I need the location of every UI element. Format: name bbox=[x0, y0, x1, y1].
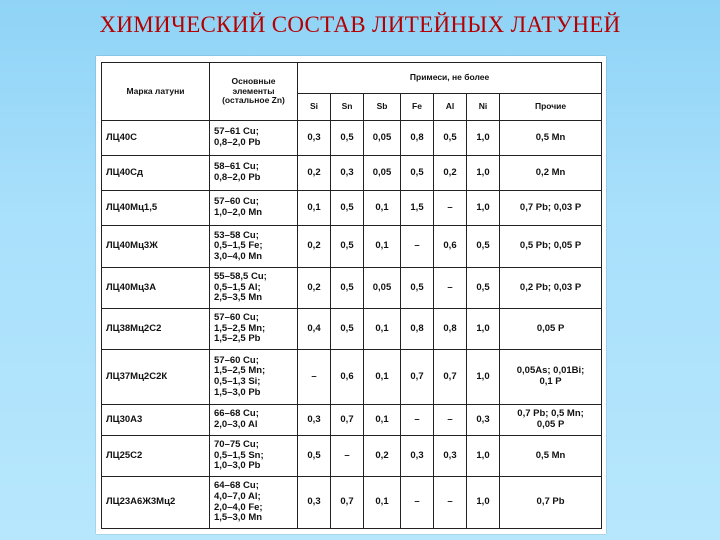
cell-other: 0,5 Mn bbox=[500, 436, 602, 477]
cell-other: 0,7 Pb; 0,5 Mn; 0,05 P bbox=[500, 405, 602, 436]
cell-sn: 0,3 bbox=[331, 156, 364, 191]
header-grade: Марка латуни bbox=[102, 63, 210, 121]
header-fe: Fe bbox=[401, 94, 434, 121]
table-row bbox=[102, 121, 602, 156]
table-row bbox=[102, 350, 602, 405]
cell-al: – bbox=[434, 191, 467, 226]
cell-main-elements: 53–58 Cu; 0,5–1,5 Fe; 3,0–4,0 Mn bbox=[210, 226, 298, 268]
composition-table bbox=[101, 62, 602, 529]
cell-fe: 0,7 bbox=[401, 350, 434, 405]
cell-al: 0,8 bbox=[434, 309, 467, 350]
cell-si: 0,1 bbox=[298, 191, 331, 226]
cell-fe: 0,5 bbox=[401, 268, 434, 309]
cell-grade: ЛЦ25С2 bbox=[102, 436, 210, 477]
cell-ni: 1,0 bbox=[467, 121, 500, 156]
cell-sb: 0,1 bbox=[364, 477, 401, 529]
cell-other: 0,7 Pb bbox=[500, 477, 602, 529]
cell-ni: 1,0 bbox=[467, 191, 500, 226]
table-row bbox=[102, 477, 602, 529]
cell-si: 0,3 bbox=[298, 477, 331, 529]
cell-al: – bbox=[434, 477, 467, 529]
cell-other: 0,05 P bbox=[500, 309, 602, 350]
cell-main-elements: 57–60 Cu; 1,0–2,0 Mn bbox=[210, 191, 298, 226]
cell-ni: 1,0 bbox=[467, 350, 500, 405]
cell-fe: – bbox=[401, 226, 434, 268]
cell-si: – bbox=[298, 350, 331, 405]
cell-main-elements: 66–68 Cu; 2,0–3,0 Al bbox=[210, 405, 298, 436]
cell-main-elements: 70–75 Cu; 0,5–1,5 Sn; 1,0–3,0 Pb bbox=[210, 436, 298, 477]
cell-al: – bbox=[434, 268, 467, 309]
table-row bbox=[102, 309, 602, 350]
cell-other: 0,5 Mn bbox=[500, 121, 602, 156]
header-si: Si bbox=[298, 94, 331, 121]
cell-main-elements: 64–68 Cu; 4,0–7,0 Al; 2,0–4,0 Fe; 1,5–3,0 Mn bbox=[210, 477, 298, 529]
cell-al: 0,2 bbox=[434, 156, 467, 191]
cell-ni: 1,0 bbox=[467, 309, 500, 350]
table-sheet bbox=[96, 56, 606, 534]
header-al: Al bbox=[434, 94, 467, 121]
cell-other: 0,5 Pb; 0,05 P bbox=[500, 226, 602, 268]
cell-al: 0,3 bbox=[434, 436, 467, 477]
cell-al: – bbox=[434, 405, 467, 436]
cell-ni: 1,0 bbox=[467, 156, 500, 191]
cell-fe: 0,8 bbox=[401, 309, 434, 350]
cell-sn: 0,5 bbox=[331, 226, 364, 268]
cell-fe: 0,8 bbox=[401, 121, 434, 156]
cell-sn: 0,5 bbox=[331, 309, 364, 350]
cell-ni: 0,5 bbox=[467, 226, 500, 268]
cell-si: 0,3 bbox=[298, 405, 331, 436]
cell-sb: 0,05 bbox=[364, 156, 401, 191]
cell-main-elements: 58–61 Cu; 0,8–2,0 Pb bbox=[210, 156, 298, 191]
cell-fe: – bbox=[401, 477, 434, 529]
header-other: Прочие bbox=[500, 94, 602, 121]
cell-sn: 0,7 bbox=[331, 405, 364, 436]
cell-other: 0,2 Pb; 0,03 P bbox=[500, 268, 602, 309]
cell-sn: 0,7 bbox=[331, 477, 364, 529]
table-body bbox=[102, 121, 602, 529]
cell-sb: 0,1 bbox=[364, 405, 401, 436]
table-row bbox=[102, 268, 602, 309]
cell-main-elements: 57–60 Cu; 1,5–2,5 Mn; 0,5–1,3 Si; 1,5–3,0 Pb bbox=[210, 350, 298, 405]
cell-sn: 0,5 bbox=[331, 268, 364, 309]
cell-al: 0,6 bbox=[434, 226, 467, 268]
table-row bbox=[102, 436, 602, 477]
cell-si: 0,2 bbox=[298, 156, 331, 191]
cell-grade: ЛЦ23А6Ж3Мц2 bbox=[102, 477, 210, 529]
table-row bbox=[102, 405, 602, 436]
cell-al: 0,5 bbox=[434, 121, 467, 156]
cell-al: 0,7 bbox=[434, 350, 467, 405]
cell-grade: ЛЦ40Мц3А bbox=[102, 268, 210, 309]
cell-main-elements: 55–58,5 Cu; 0,5–1,5 Al; 2,5–3,5 Mn bbox=[210, 268, 298, 309]
cell-grade: ЛЦ40Мц3Ж bbox=[102, 226, 210, 268]
cell-other: 0,05As; 0,01Bi; 0,1 P bbox=[500, 350, 602, 405]
cell-other: 0,2 Mn bbox=[500, 156, 602, 191]
page-title: ХИМИЧЕСКИЙ СОСТАВ ЛИТЕЙНЫХ ЛАТУНЕЙ bbox=[99, 12, 621, 37]
cell-sb: 0,05 bbox=[364, 268, 401, 309]
cell-si: 0,3 bbox=[298, 121, 331, 156]
cell-other: 0,7 Pb; 0,03 P bbox=[500, 191, 602, 226]
cell-ni: 1,0 bbox=[467, 436, 500, 477]
table-row bbox=[102, 191, 602, 226]
cell-sn: 0,5 bbox=[331, 191, 364, 226]
header-sb: Sb bbox=[364, 94, 401, 121]
cell-main-elements: 57–61 Cu; 0,8–2,0 Pb bbox=[210, 121, 298, 156]
header-impurities: Примеси, не более bbox=[298, 63, 602, 94]
cell-sb: 0,1 bbox=[364, 226, 401, 268]
cell-grade: ЛЦ40Сд bbox=[102, 156, 210, 191]
header-ni: Ni bbox=[467, 94, 500, 121]
cell-fe: 0,5 bbox=[401, 156, 434, 191]
cell-ni: 1,0 bbox=[467, 477, 500, 529]
cell-grade: ЛЦ38Мц2С2 bbox=[102, 309, 210, 350]
cell-si: 0,5 bbox=[298, 436, 331, 477]
cell-ni: 0,3 bbox=[467, 405, 500, 436]
header-sn: Sn bbox=[331, 94, 364, 121]
cell-sb: 0,2 bbox=[364, 436, 401, 477]
cell-grade: ЛЦ30А3 bbox=[102, 405, 210, 436]
cell-sn: 0,5 bbox=[331, 121, 364, 156]
cell-fe: 0,3 bbox=[401, 436, 434, 477]
cell-sb: 0,1 bbox=[364, 350, 401, 405]
cell-grade: ЛЦ40Мц1,5 bbox=[102, 191, 210, 226]
cell-ni: 0,5 bbox=[467, 268, 500, 309]
header-main-elements: Основные элементы (остальное Zn) bbox=[210, 63, 298, 121]
cell-sn: – bbox=[331, 436, 364, 477]
cell-sn: 0,6 bbox=[331, 350, 364, 405]
cell-si: 0,4 bbox=[298, 309, 331, 350]
cell-sb: 0,1 bbox=[364, 309, 401, 350]
cell-grade: ЛЦ40С bbox=[102, 121, 210, 156]
cell-grade: ЛЦ37Мц2С2К bbox=[102, 350, 210, 405]
cell-sb: 0,05 bbox=[364, 121, 401, 156]
cell-main-elements: 57–60 Cu; 1,5–2,5 Mn; 1,5–2,5 Pb bbox=[210, 309, 298, 350]
table-row bbox=[102, 226, 602, 268]
cell-fe: – bbox=[401, 405, 434, 436]
cell-fe: 1,5 bbox=[401, 191, 434, 226]
cell-si: 0,2 bbox=[298, 268, 331, 309]
cell-sb: 0,1 bbox=[364, 191, 401, 226]
table-row bbox=[102, 156, 602, 191]
cell-si: 0,2 bbox=[298, 226, 331, 268]
